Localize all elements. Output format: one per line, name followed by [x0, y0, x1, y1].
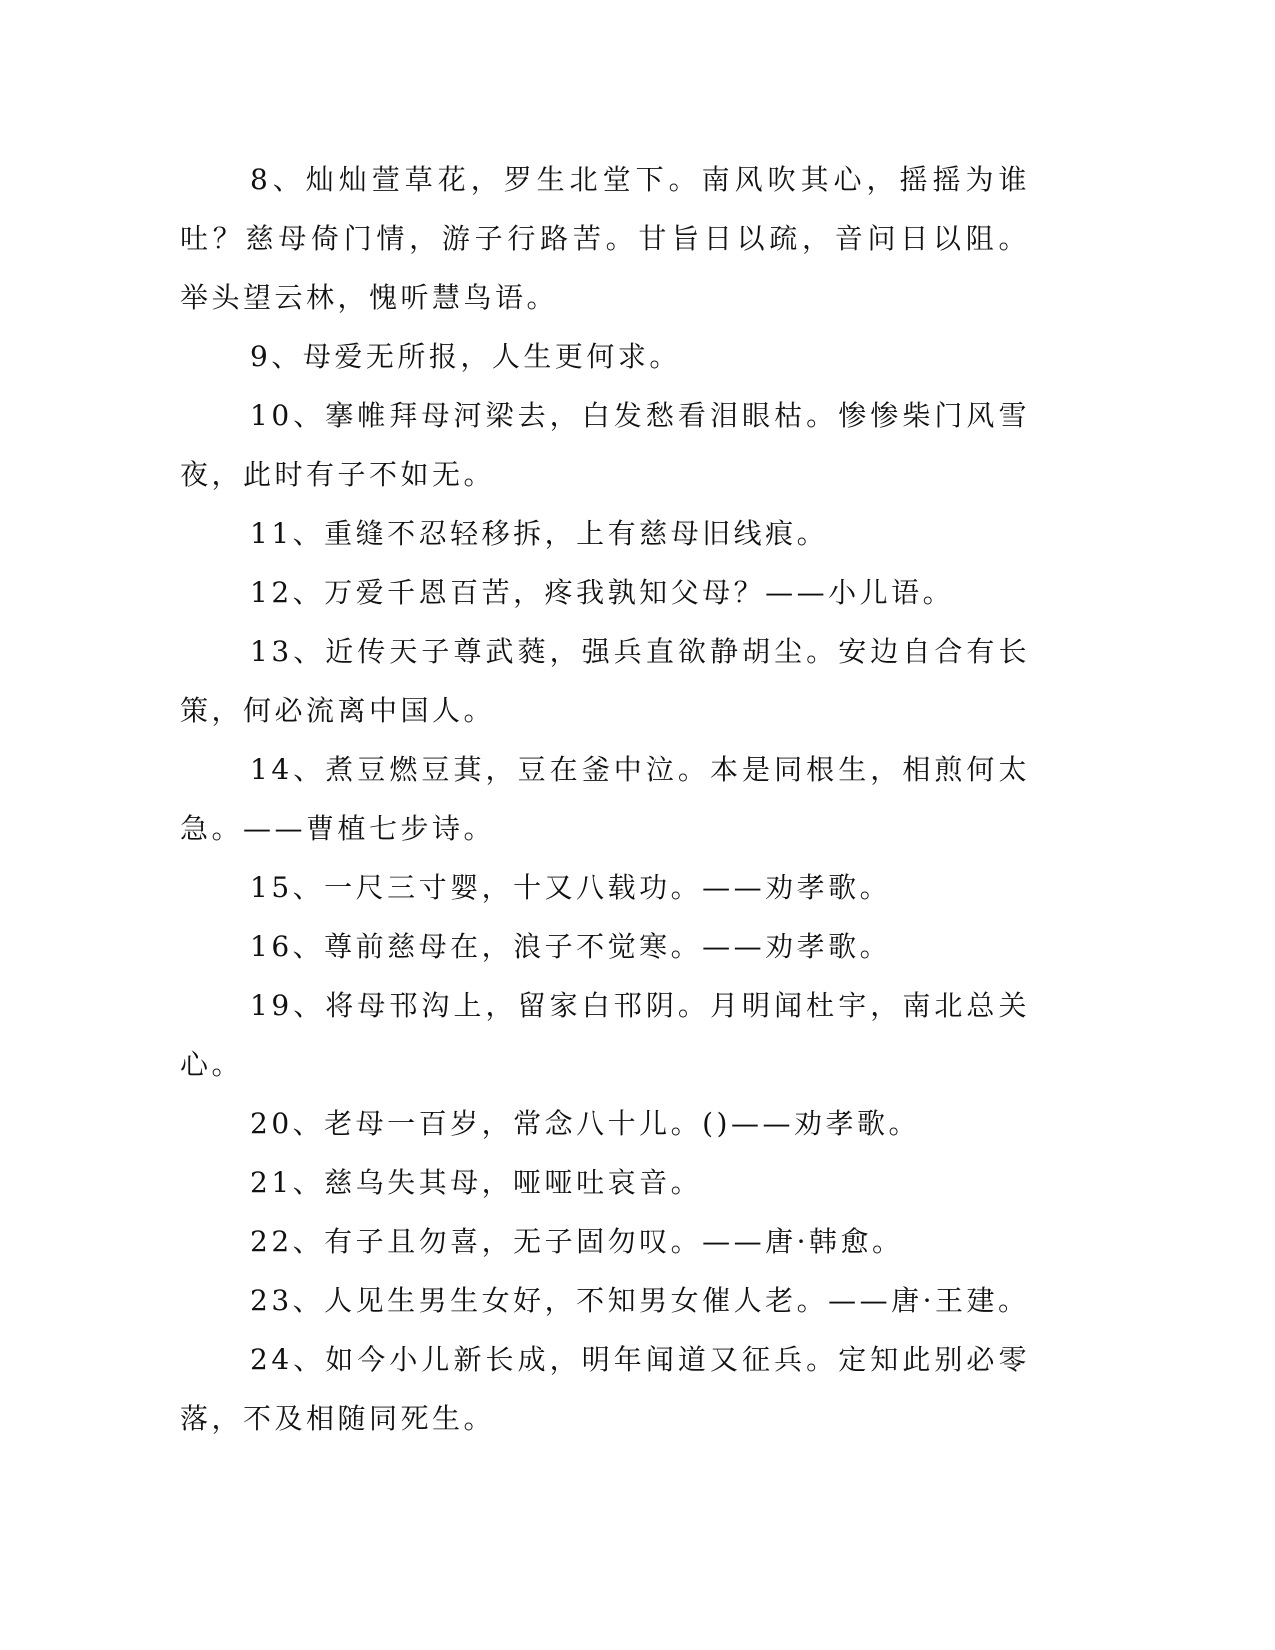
poem-paragraph: 12、万爱千恩百苦，疼我孰知父母？——小儿语。 — [250, 576, 955, 609]
poem-paragraph: 19、将母邗沟上，留家白邗阴。月明闻杜宇，南北总关心。 — [180, 989, 1030, 1081]
poem-paragraph: 24、如今小儿新长成，明年闻道又征兵。定知此别必零落，不及相随同死生。 — [180, 1343, 1030, 1435]
poem-paragraph: 21、慈乌失其母，哑哑吐哀音。 — [250, 1166, 703, 1199]
poem-paragraph: 15、一尺三寸婴，十又八载功。——劝孝歌。 — [250, 871, 892, 904]
poem-paragraph: 9、母爱无所报，人生更何求。 — [250, 340, 681, 373]
document-body — [180, 150, 1030, 1448]
poem-paragraph: 14、煮豆燃豆萁，豆在釜中泣。本是同根生，相煎何太急。——曹植七步诗。 — [180, 753, 1030, 845]
poem-paragraph: 13、近传天子尊武蕤，强兵直欲静胡尘。安边自合有长策，何必流离中国人。 — [180, 635, 1030, 727]
poem-paragraph: 23、人见生男生女好，不知男女催人老。——唐·王建。 — [250, 1284, 1030, 1317]
poem-paragraph: 8、灿灿萱草花，罗生北堂下。南风吹其心，摇摇为谁吐？慈母倚门情，游子行路苦。甘旨日以疏，音问日以阻。举头望云林，愧听慧鸟语。 — [180, 163, 1030, 314]
poem-paragraph: 22、有子且勿喜，无子固勿叹。——唐·韩愈。 — [250, 1225, 904, 1258]
poem-paragraph: 10、搴帷拜母河梁去，白发愁看泪眼枯。惨惨柴门风雪夜，此时有子不如无。 — [180, 399, 1030, 491]
poem-paragraph: 11、重缝不忍轻移拆，上有慈母旧线痕。 — [250, 517, 829, 550]
poem-paragraph: 20、老母一百岁，常念八十儿。()——劝孝歌。 — [250, 1107, 920, 1140]
poem-paragraph: 16、尊前慈母在，浪子不觉寒。——劝孝歌。 — [250, 930, 892, 963]
